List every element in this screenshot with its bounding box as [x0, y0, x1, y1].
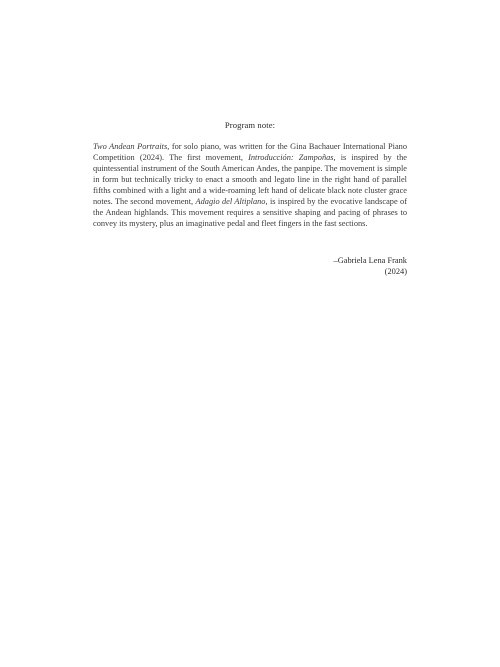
program-note-paragraph: [93, 142, 407, 230]
movement-two-title: Adagio del Altiplano: [195, 196, 266, 206]
author-name: –Gabriela Lena Frank: [333, 256, 407, 265]
paragraph-segment: , is inspired by the quintessential instrument of the South American Andes, the panpipe. The movement is simple in form but technically tricky to enact a smooth and legato line in the right hand of parallel fifths combined with a light and a wide-roaming left hand of delicate black note cluster grace notes. The second movement,: [93, 152, 407, 206]
work-title: Two Andean Portraits: [93, 142, 168, 151]
movement-one-title: Introducción: Zampoñas: [248, 152, 334, 162]
signature-year: (2024): [384, 266, 407, 276]
program-note-heading: Program note:: [224, 120, 276, 130]
signature-block: [334, 256, 407, 277]
paragraph-segment: , is inspired by the evocative landscape of the Andean highlands. This movement requires a sensitive shaping and pacing of phrases to convey its mystery, plus an imaginative pedal and fleet fingers in the fast sections.: [93, 196, 408, 228]
paragraph-segment: , for solo piano, was written for the Gina Bachauer International Piano Competition (2024). The first movement,: [93, 142, 407, 162]
